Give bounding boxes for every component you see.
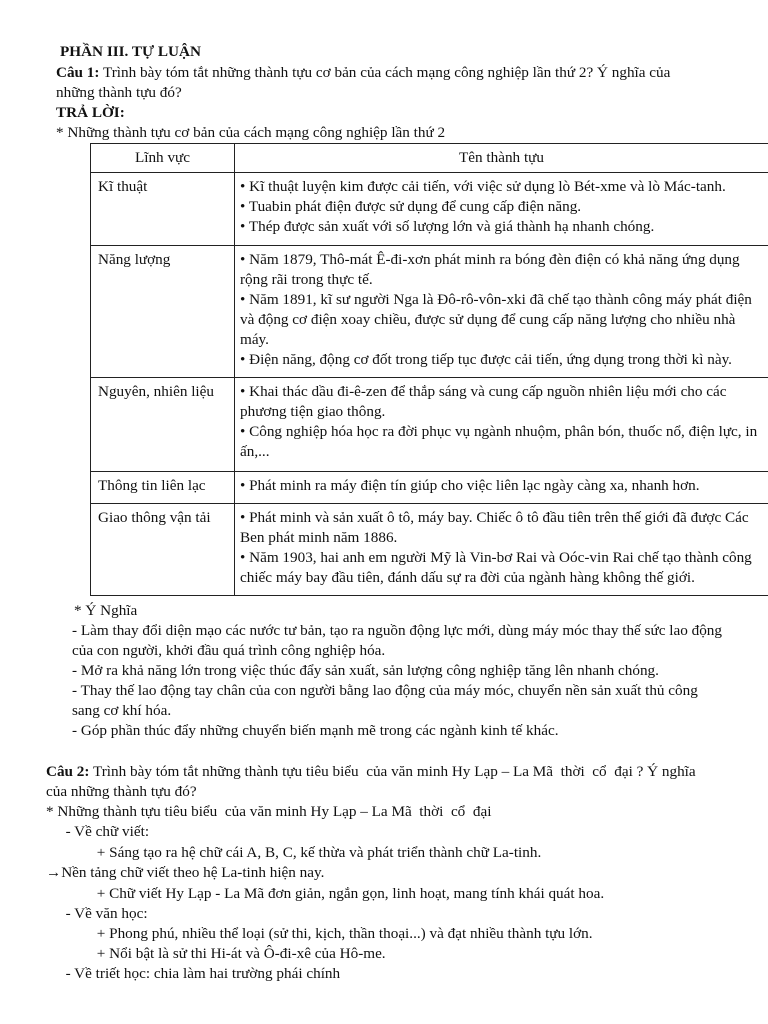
row-items (235, 504, 768, 596)
q2-line: - Về chữ viết: (58, 823, 150, 840)
q2-line: + Chữ viết Hy Lạp - La Mã đơn giản, ngắn gọn, linh hoạt, mang tính khái quát hoa. (74, 885, 605, 902)
header-achievement: Tên thành tựu (235, 144, 768, 173)
question-1-line-2: những thành tựu đó? (56, 84, 182, 101)
row-item: • Phát minh ra máy điện tín giúp cho việc liên lạc ngày càng xa, nhanh hơn. (240, 477, 700, 494)
meaning-line: - Thay thế lao động tay chân của con người bằng lao động của máy móc, chuyển nền sản xuất thủ công (72, 682, 698, 699)
row-items (235, 173, 768, 246)
q2-line: - Về triết học: chia làm hai trường phái chính (58, 965, 341, 982)
table-intro: * Những thành tựu cơ bản của cách mạng công nghiệp lần thứ 2 (56, 124, 446, 141)
question-1-line-1: Câu 1: Trình bày tóm tắt những thành tựu cơ bản của cách mạng công nghiệp lần thứ 2? Ý nghĩa của (56, 64, 671, 81)
row-item: • Điện năng, động cơ đốt trong tiếp tục được cải tiến, ứng dụng trong thời kì này. (240, 351, 732, 368)
q2-line: * Những thành tựu tiêu biểu của văn minh Hy Lạp – La Mã thời cổ đại (46, 803, 492, 820)
question-2-label: Câu 2: (46, 763, 90, 780)
meaning-line: sang cơ khí hóa. (72, 702, 172, 719)
q2-line: + Nổi bật là sử thi Hi-át và Ô-đi-xê của Hô-me. (74, 945, 386, 962)
meaning-line: của con người, khởi đầu quá trình công nghiệp hóa. (72, 642, 386, 659)
row-item: • Thép được sản xuất với số lượng lớn và giá thành hạ nhanh chóng. (240, 218, 655, 235)
row-item: • Công nghiệp hóa học ra đời phục vụ ngành nhuộm, phân bón, thuốc nổ, điện lực, in ấn,... (240, 423, 758, 460)
row-field: Nguyên, nhiên liệu (91, 378, 235, 472)
meaning-line: - Mở ra khả năng lớn trong việc thúc đẩy sản xuất, sản lượng công nghiệp tăng lên nhanh chóng. (72, 662, 659, 679)
row-item: • Kĩ thuật luyện kim được cải tiến, với việc sử dụng lò Bét-xme và lò Mác-tanh. (240, 178, 726, 195)
q2-line: →Nền tảng chữ viết theo hệ La-tinh hiện nay. (46, 864, 325, 881)
row-items (235, 378, 768, 472)
question-2-line-2: của những thành tựu đó? (46, 783, 197, 800)
meaning-title: * Ý Nghĩa (74, 602, 138, 619)
table-row (91, 504, 768, 596)
question-1-label: Câu 1: (56, 64, 100, 81)
table-row (91, 472, 768, 504)
row-field: Năng lượng (91, 246, 235, 378)
answer-label: TRẢ LỜI: (56, 104, 125, 121)
row-item: • Khai thác dầu đi-ê-zen để thắp sáng và cung cấp nguồn nhiên liệu mới cho các phương tiện giao thông. (240, 383, 727, 420)
table-row (91, 378, 768, 472)
q2-line: + Sáng tạo ra hệ chữ cái A, B, C, kế thừa và phát triển thành chữ La-tinh. (74, 844, 542, 861)
row-item: • Phát minh và sản xuất ô tô, máy bay. Chiếc ô tô đầu tiên trên thế giới đã được Các Ben phát minh năm 1886. (240, 509, 749, 546)
row-field: Kĩ thuật (91, 173, 235, 246)
q2-line: - Về văn học: (58, 905, 148, 922)
header-field: Lĩnh vực (91, 144, 235, 173)
row-item: • Năm 1891, kĩ sư người Nga là Đô-rô-vôn-xki đã chế tạo thành công máy phát điện và động cơ điện xoay chiều, được sử dụng để cung cấp năng lượng cho nhiều nhà máy. (240, 291, 752, 348)
row-field: Giao thông vận tải (91, 504, 235, 596)
row-field: Thông tin liên lạc (91, 472, 235, 504)
question-2-line-1: Câu 2: Trình bày tóm tắt những thành tựu tiêu biểu của văn minh Hy Lạp – La Mã thời cổ đại ? Ý nghĩa (46, 763, 696, 780)
q2-line: + Phong phú, nhiều thể loại (sử thi, kịch, thần thoại...) và đạt nhiều thành tựu lớn. (74, 925, 593, 942)
achievements-table (90, 143, 768, 596)
row-item: • Năm 1903, hai anh em người Mỹ là Vin-bơ Rai và Oóc-vin Rai chế tạo thành công chiếc máy bay đầu tiên, đánh dấu sự ra đời của ngành hàng không thế giới. (240, 549, 752, 586)
table-row (91, 173, 768, 246)
row-item: • Tuabin phát điện được sử dụng để cung cấp điện năng. (240, 198, 582, 215)
part-title: PHẦN III. TỰ LUẬN (60, 43, 201, 60)
row-items (235, 472, 768, 504)
meaning-line: - Làm thay đổi diện mạo các nước tư bản, tạo ra nguồn động lực mới, dùng máy móc thay thế sức lao động (72, 622, 722, 639)
meaning-line: - Góp phần thúc đẩy những chuyển biến mạnh mẽ trong các ngành kinh tế khác. (72, 722, 559, 739)
row-item: • Năm 1879, Thô-mát Ê-đi-xơn phát minh ra bóng đèn điện có khả năng ứng dụng rộng rãi trong thực tế. (240, 251, 740, 288)
row-items (235, 246, 768, 378)
table-row (91, 246, 768, 378)
table-header-row (91, 144, 768, 173)
